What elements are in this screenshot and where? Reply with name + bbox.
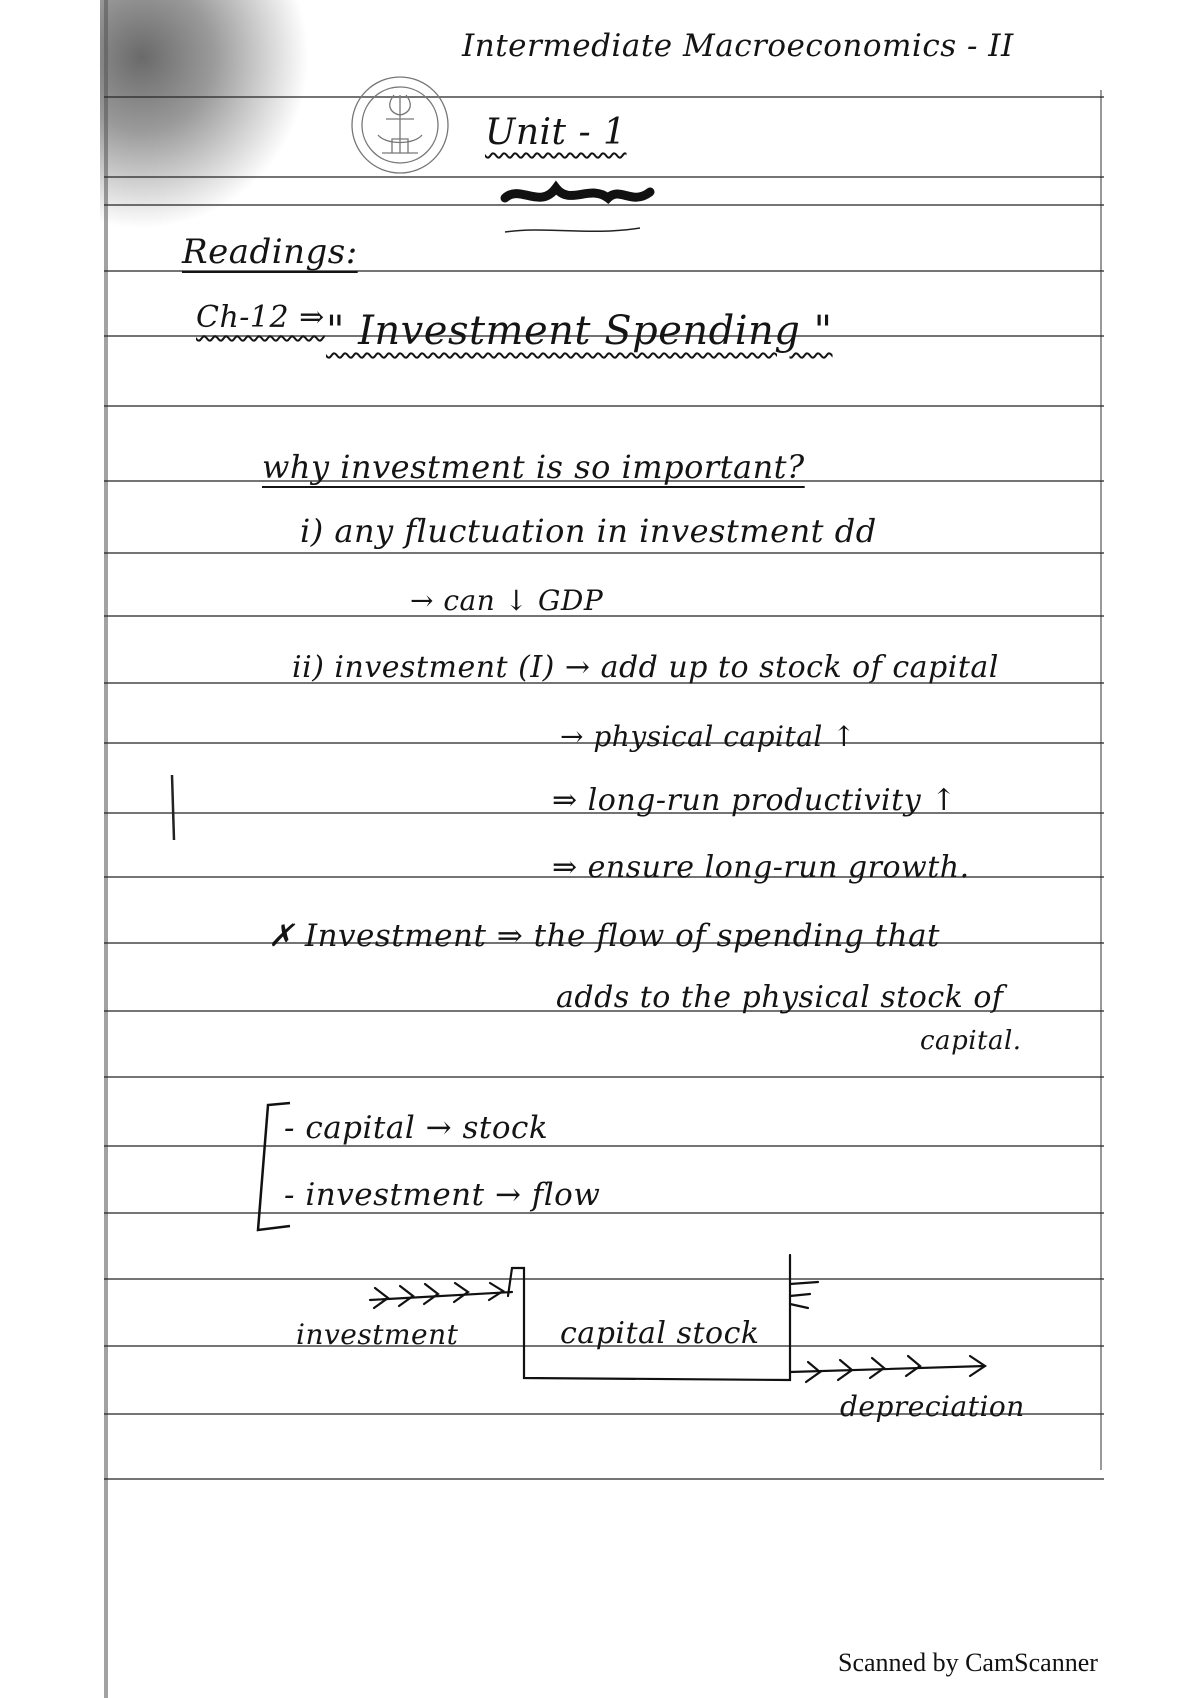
note-point-1b: → can ↓ GDP: [410, 584, 604, 617]
stock-flow-line-1: - capital → stock: [284, 1110, 549, 1146]
chapter-number: Ch-12 ⇒: [196, 300, 325, 335]
definition-line-2: adds to the physical stock of: [556, 980, 1004, 1015]
readings-label: Readings:: [182, 232, 358, 272]
chapter-title: " Investment Spending ": [326, 308, 833, 354]
definition-line-1: ✗ Investment ⇒ the flow of spending that: [268, 918, 941, 954]
diagram-output-label: depreciation: [840, 1390, 1025, 1423]
unit-heading: Unit - 1: [485, 112, 627, 153]
note-point-2c: ⇒ long-run productivity ↑: [552, 783, 957, 818]
course-title: Intermediate Macroeconomics - II: [462, 28, 1014, 64]
definition-line-3: capital.: [920, 1026, 1022, 1056]
diagram-box-label: capital stock: [560, 1316, 760, 1351]
diagram-input-label: investment: [296, 1318, 459, 1351]
note-point-2a: ii) investment (I) → add up to stock of capital: [292, 650, 999, 685]
question-heading: why investment is so important?: [262, 448, 805, 486]
note-point-2b: → physical capital ↑: [560, 720, 857, 753]
note-point-2d: ⇒ ensure long-run growth.: [552, 850, 970, 885]
note-point-1a: i) any fluctuation in investment dd: [300, 512, 877, 550]
scanner-credit: Scanned by CamScanner: [838, 1648, 1098, 1677]
stock-flow-line-2: - investment → flow: [284, 1177, 601, 1213]
